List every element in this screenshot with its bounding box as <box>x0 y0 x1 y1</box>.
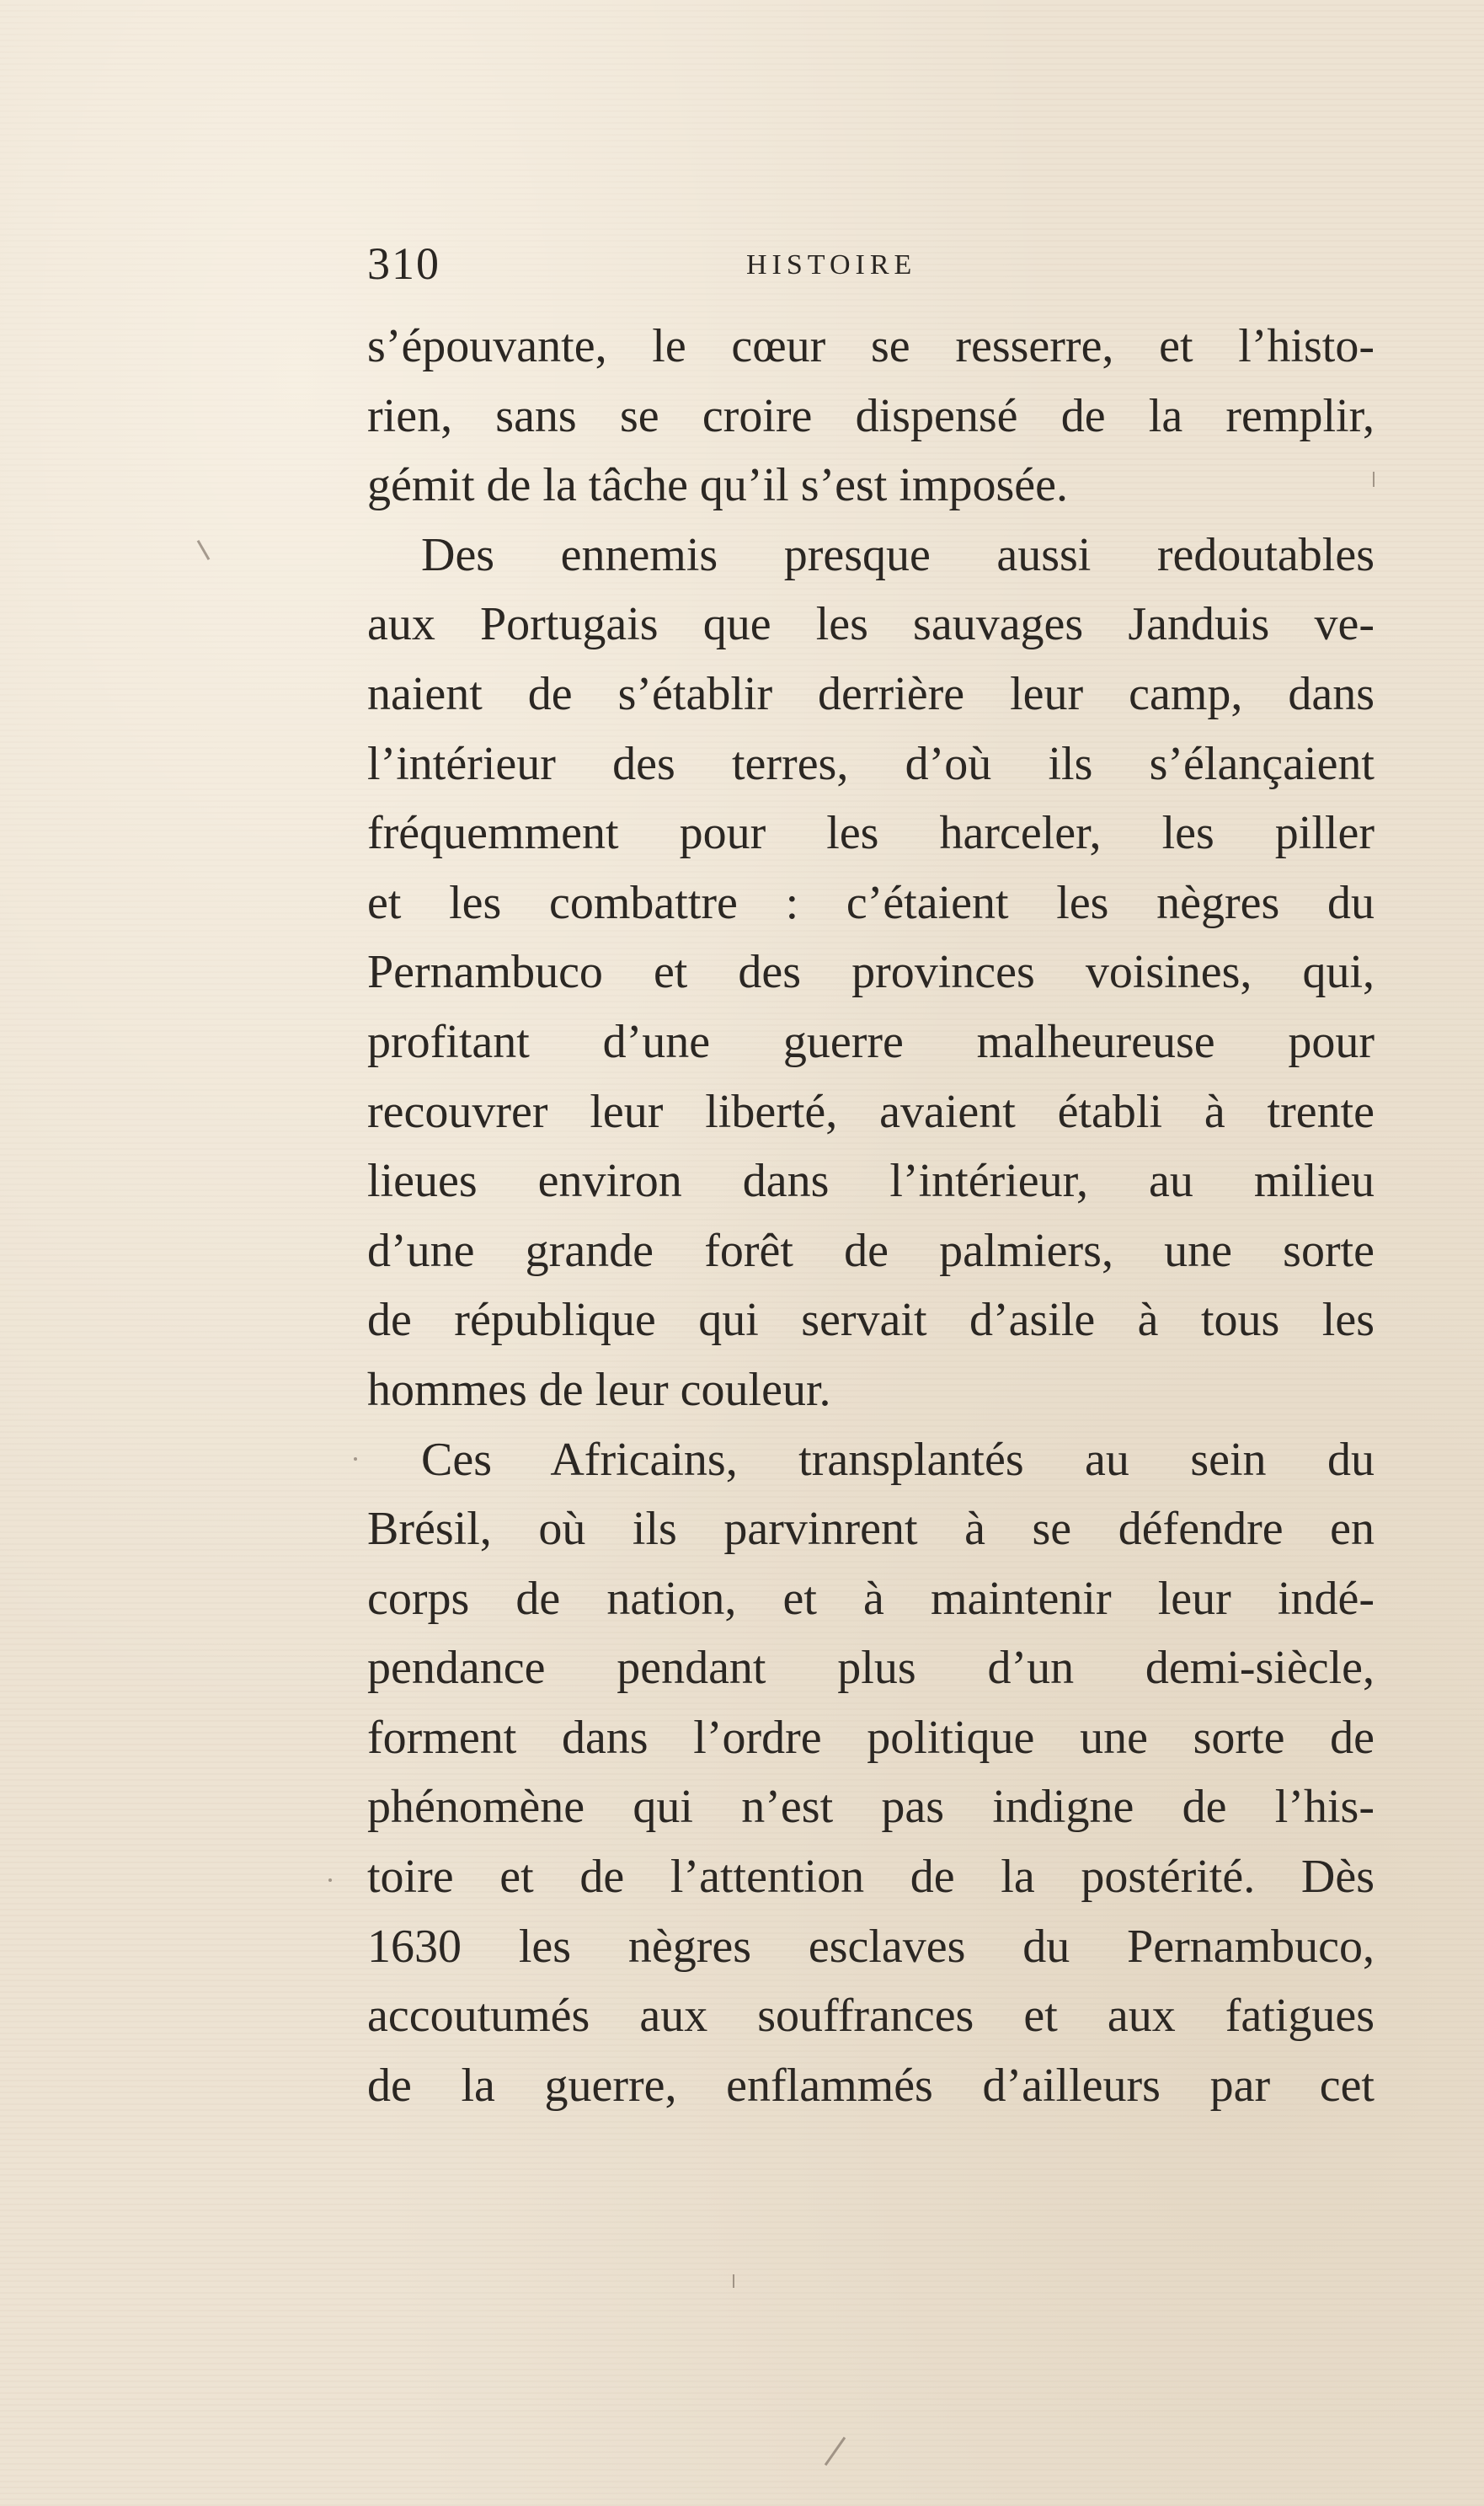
paper-speck <box>197 540 211 560</box>
text-line: toire et de l’attention de la postérité. Dès <box>367 1851 1375 1904</box>
running-head: HISTOIRE <box>746 249 917 281</box>
text-line: d’une grande forêt de palmiers, une sorte <box>367 1224 1375 1277</box>
text-line: phénomène qui n’est pas indigne de l’his- <box>367 1781 1375 1834</box>
text-line: lieues environ dans l’intérieur, au milieu <box>367 1155 1375 1208</box>
text-line: accoutumés aux souffrances et aux fatigues <box>367 1990 1375 2043</box>
text-line: de république qui servait d’asile à tous les <box>367 1294 1375 1347</box>
text-line: recouvrer leur liberté, avaient établi à trente <box>367 1085 1375 1138</box>
paper-speck <box>825 2437 846 2466</box>
text-line: forment dans l’ordre politique une sorte de <box>367 1711 1375 1764</box>
text-line: rien, sans se croire dispensé de la remplir, <box>367 389 1375 442</box>
text-line: l’intérieur des terres, d’où ils s’élançaient <box>367 737 1375 790</box>
text-line: corps de nation, et à maintenir leur indé- <box>367 1572 1375 1625</box>
page-header <box>367 238 1375 297</box>
text-line: 1630 les nègres esclaves du Pernambuco, <box>367 1920 1375 1973</box>
text-line: Brésil, où ils parvinrent à se défendre en <box>367 1503 1375 1556</box>
text-line: gémit de la tâche qu’il s’est imposée. <box>367 459 1068 512</box>
text-line: pendance pendant plus d’un demi-siècle, <box>367 1642 1375 1695</box>
paper-speck <box>354 1457 357 1461</box>
paper-speck <box>733 2274 734 2288</box>
text-line: hommes de leur couleur. <box>367 1363 831 1416</box>
text-line: et les combattre : c’étaient les nègres du <box>367 876 1375 929</box>
text-line: aux Portugais que les sauvages Janduis ve- <box>367 598 1375 651</box>
text-line: Pernambuco et des provinces voisines, qui, <box>367 946 1375 999</box>
paragraph-first-line: Des ennemis presque aussi redoutables <box>421 528 1375 581</box>
body-text <box>367 312 1375 2120</box>
paper-speck <box>328 1878 332 1882</box>
page-number: 310 <box>367 238 440 289</box>
text-line: de la guerre, enflammés d’ailleurs par cet <box>367 2059 1375 2112</box>
paper-speck <box>1373 472 1375 487</box>
text-line: profitant d’une guerre malheureuse pour <box>367 1015 1375 1068</box>
text-line: s’épouvante, le cœur se resserre, et l’histo- <box>367 320 1375 372</box>
paragraph-first-line: Ces Africains, transplantés au sein du <box>421 1433 1375 1486</box>
text-line: naient de s’établir derrière leur camp, dans <box>367 667 1375 720</box>
text-line: fréquemment pour les harceler, les piller <box>367 807 1375 860</box>
